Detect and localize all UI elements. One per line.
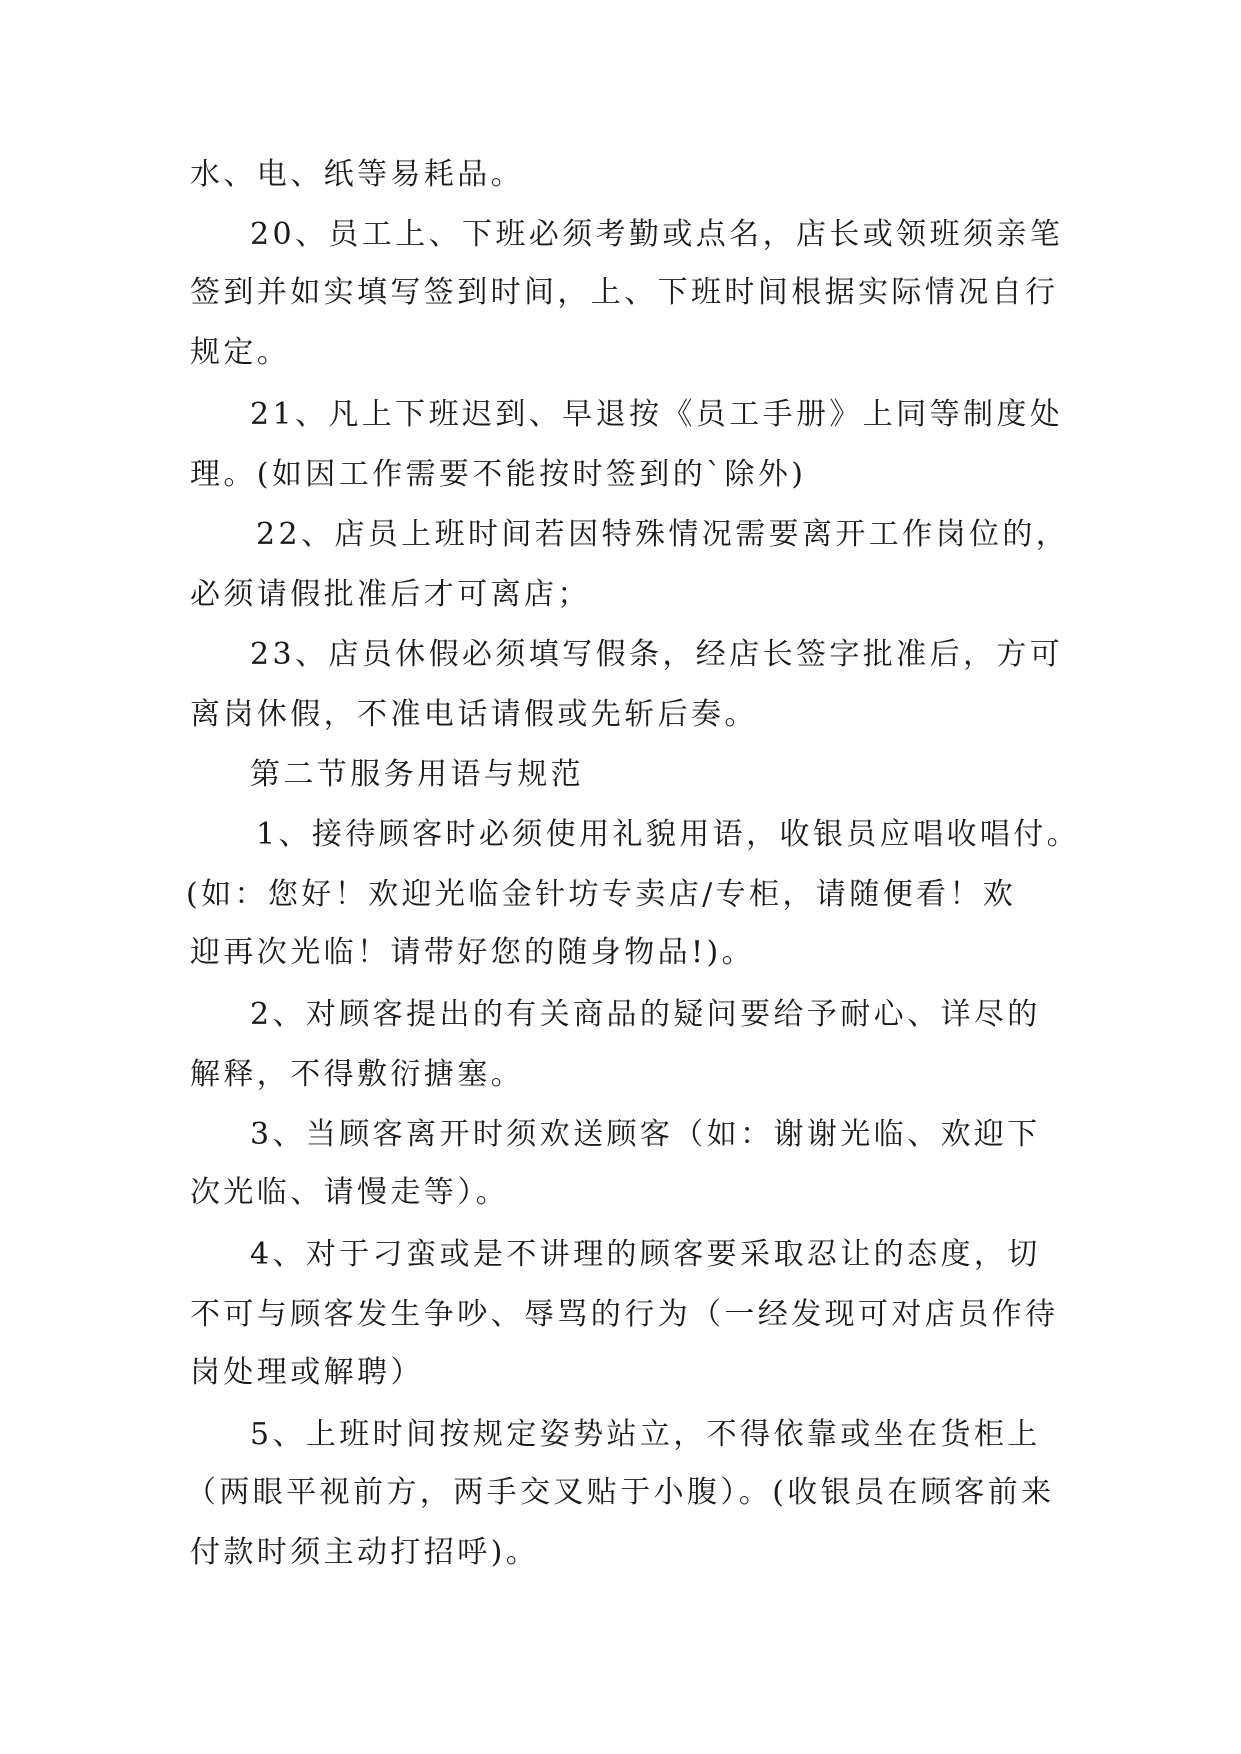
service-rule-4-line-3: 岗处理或解聘）: [190, 1355, 424, 1390]
service-rule-5-line-1: 5、上班时间按规定姿势站立，不得依靠或坐在货柜上: [250, 1417, 1041, 1452]
service-rule-4-line-1: 4、对于刁蛮或是不讲理的顾客要采取忍让的态度，切: [250, 1237, 1041, 1272]
service-rule-1-line-1: 1、接待顾客时必须使用礼貌用语，收银员应唱收唱付。: [256, 817, 1081, 852]
service-rule-1-line-2: (如：您好！欢迎光临金针坊专卖店/专柜，请随便看！欢: [186, 877, 1017, 912]
rule-20-line-2: 签到并如实填写签到时间，上、下班时间根据实际情况自行: [190, 275, 1059, 310]
service-rule-3-line-2: 次光临、请慢走等）。: [190, 1175, 509, 1210]
service-rule-2-line-2: 解释，不得敷衍搪塞。: [190, 1057, 524, 1092]
rule-20-line-1: 20、员工上、下班必须考勤或点名，店长或领班须亲笔: [250, 217, 1064, 252]
service-rule-4-line-2: 不可与顾客发生争吵、辱骂的行为（一经发现可对店员作待: [190, 1297, 1059, 1332]
section-heading: 第二节服务用语与规范: [250, 757, 584, 792]
service-rule-5-line-2: （两眼平视前方，两手交叉贴于小腹）。(收银员在顾客前来: [186, 1475, 1055, 1510]
rule-22-line-1: 22、店员上班时间若因特殊情况需要离开工作岗位的，: [256, 517, 1070, 552]
service-rule-5-line-3: 付款时须主动打招呼)。: [190, 1535, 540, 1570]
rule-22-line-2: 必须请假批准后才可离店；: [190, 577, 591, 612]
rule-21-line-1: 21、凡上下班迟到、早退按《员工手册》上同等制度处: [250, 397, 1064, 432]
text-line-consumables: 水、电、纸等易耗品。: [190, 157, 524, 192]
rule-20-line-3: 规定。: [190, 335, 291, 370]
service-rule-2-line-1: 2、对顾客提出的有关商品的疑问要给予耐心、详尽的: [250, 997, 1041, 1032]
rule-21-line-2: 理。(如因工作需要不能按时签到的`除外): [190, 457, 807, 492]
service-rule-1-line-3: 迎再次光临！请带好您的随身物品!)。: [190, 935, 755, 970]
rule-23-line-2: 离岗休假，不准电话请假或先斩后奏。: [190, 697, 758, 732]
service-rule-3-line-1: 3、当顾客离开时须欢送顾客（如：谢谢光临、欢迎下: [250, 1117, 1041, 1152]
rule-23-line-1: 23、店员休假必须填写假条，经店长签字批准后，方可: [250, 637, 1064, 672]
